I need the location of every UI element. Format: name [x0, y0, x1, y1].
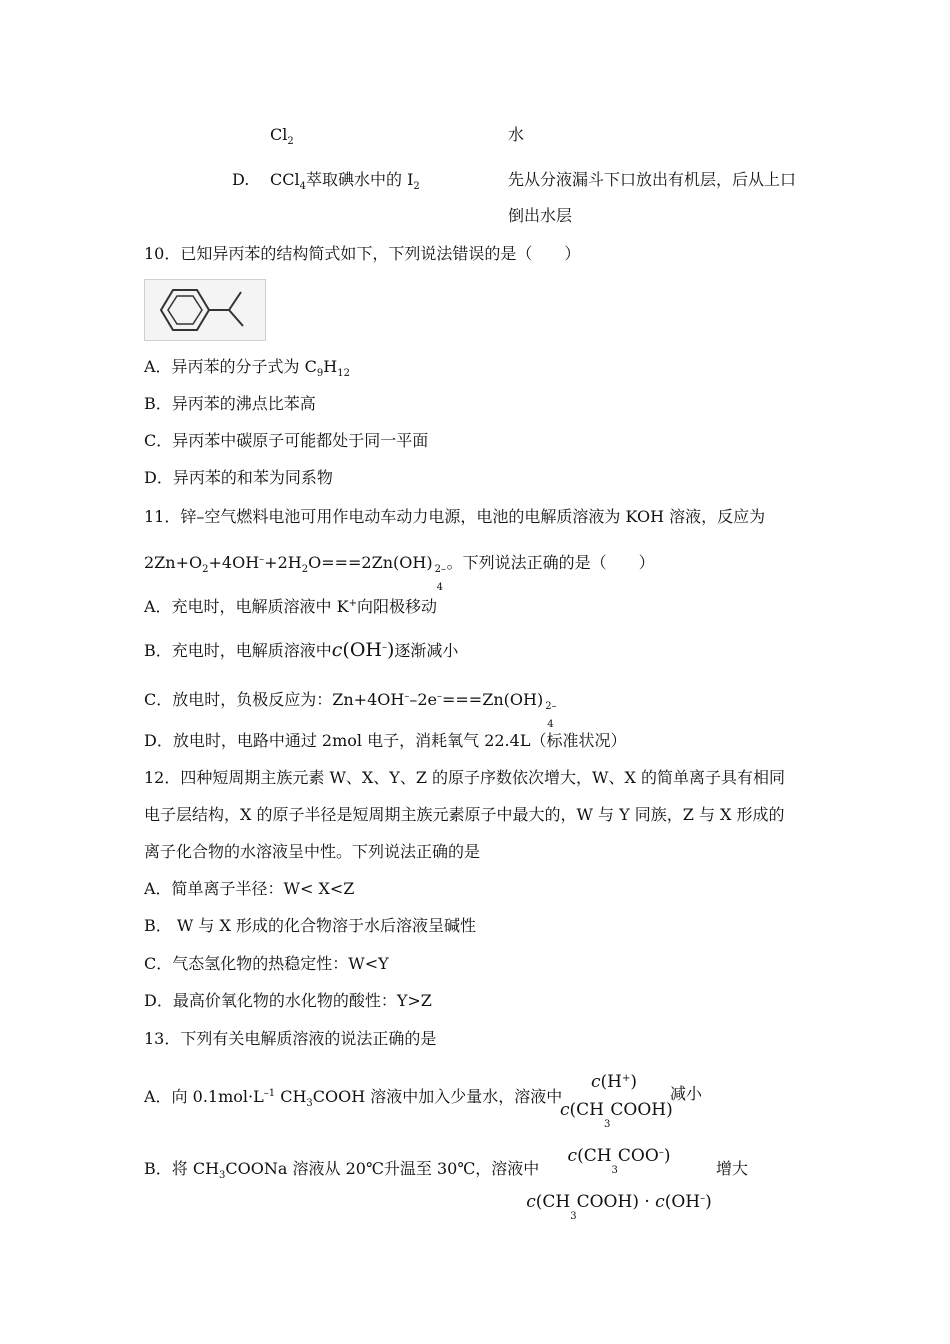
benzene-ring-icon	[145, 280, 265, 340]
q10-option-a: A．异丙苯的分子式为 $C_9H_{12}$	[144, 357, 350, 379]
q10-option-b: B．异丙苯的沸点比苯高	[144, 394, 316, 413]
q10-stem: 10．已知异丙苯的结构简式如下，下列说法错误的是（ ）	[144, 244, 581, 263]
q11-equation: $2Zn+O_2+4OH^-+2H_2O===2Zn(OH)$ 2– 4 。下列说法正确的是（ ）	[144, 553, 655, 593]
q11-stem: 11．锌–空气燃料电池可用作电动车动力电源，电池的电解质溶液为 KOH 溶液，反应为	[144, 507, 766, 526]
q13-a-denominator: $c(CH_3COOH)$	[560, 1100, 673, 1130]
q10-option-c: C．异丙苯中碳原子可能都处于同一平面	[144, 431, 429, 450]
q13-b-numerator: $c(CH_3COO^-)$	[567, 1146, 671, 1176]
q13-option-b-tail: 增大	[716, 1159, 749, 1178]
q11-option-c: C．放电时，负极反应为：Zn+4OH––2e–===Zn(OH) 2– 4	[144, 690, 557, 730]
q13-option-a-text: A．向 $0.1mol\cdot L^{-1}$ $CH_3COOH$ 溶液中加入少量水，溶液中	[144, 1087, 563, 1109]
q12-stem-line2: 电子层结构，X 的原子半径是短周期主族元素原子中最大的，W 与 Y 同族，Z 与 X 形成的	[144, 805, 785, 824]
q12-stem-line3: 离子化合物的水溶液呈中性。下列说法正确的是	[144, 842, 481, 861]
q13-option-b-fraction	[524, 1142, 714, 1228]
table-row-d-op-line1: 先从分液漏斗下口放出有机层，后从上口	[508, 170, 797, 189]
table-row-d-op-line2: 倒出水层	[508, 206, 573, 225]
q13-a-numerator: c(H+)	[590, 1072, 638, 1092]
q13-option-a-fraction	[560, 1068, 673, 1136]
q12-option-c: C．气态氢化物的热稳定性：W<Y	[144, 954, 389, 973]
table-row-d-reagent: CCl$_4$萃取碘水中的 $I_2$	[270, 170, 420, 192]
q11-option-d: D．放电时，电路中通过 2mol 电子，消耗氧气 22.4L（标准状况）	[144, 731, 627, 750]
table-op-water: 水	[508, 125, 525, 144]
table-row-d-letter: D.	[232, 170, 250, 189]
q11-option-b: B．充电时，电解质溶液中c(OH–)逐渐减小	[144, 639, 459, 661]
q10-option-d: D．异丙苯的和苯为同系物	[144, 468, 333, 487]
q13-option-a-tail: 减小	[670, 1084, 703, 1103]
q13-stem: 13．下列有关电解质溶液的说法正确的是	[144, 1029, 437, 1048]
isopropylbenzene-structure-image	[144, 279, 266, 341]
q12-option-b: B． W 与 X 形成的化合物溶于水后溶液呈碱性	[144, 916, 476, 935]
q11-option-a: A．充电时，电解质溶液中 K+向阳极移动	[144, 597, 438, 616]
q13-b-denominator: $c(CH_3COOH) \cdot c(OH^-)$	[526, 1192, 712, 1222]
q12-option-a: A．简单离子半径：W< X<Z	[144, 879, 355, 898]
q12-option-d: D．最高价氧化物的水化物的酸性：Y>Z	[144, 991, 432, 1010]
table-reagent-cl2: $Cl_2$	[270, 125, 294, 147]
q12-stem-line1: 12．四种短周期主族元素 W、X、Y、Z 的原子序数依次增大，W、X 的简单离子具有相同	[144, 768, 785, 787]
q13-option-b-text: B．将 $CH_3COONa$ 溶液从 20℃升温至 30℃，溶液中	[144, 1159, 540, 1181]
